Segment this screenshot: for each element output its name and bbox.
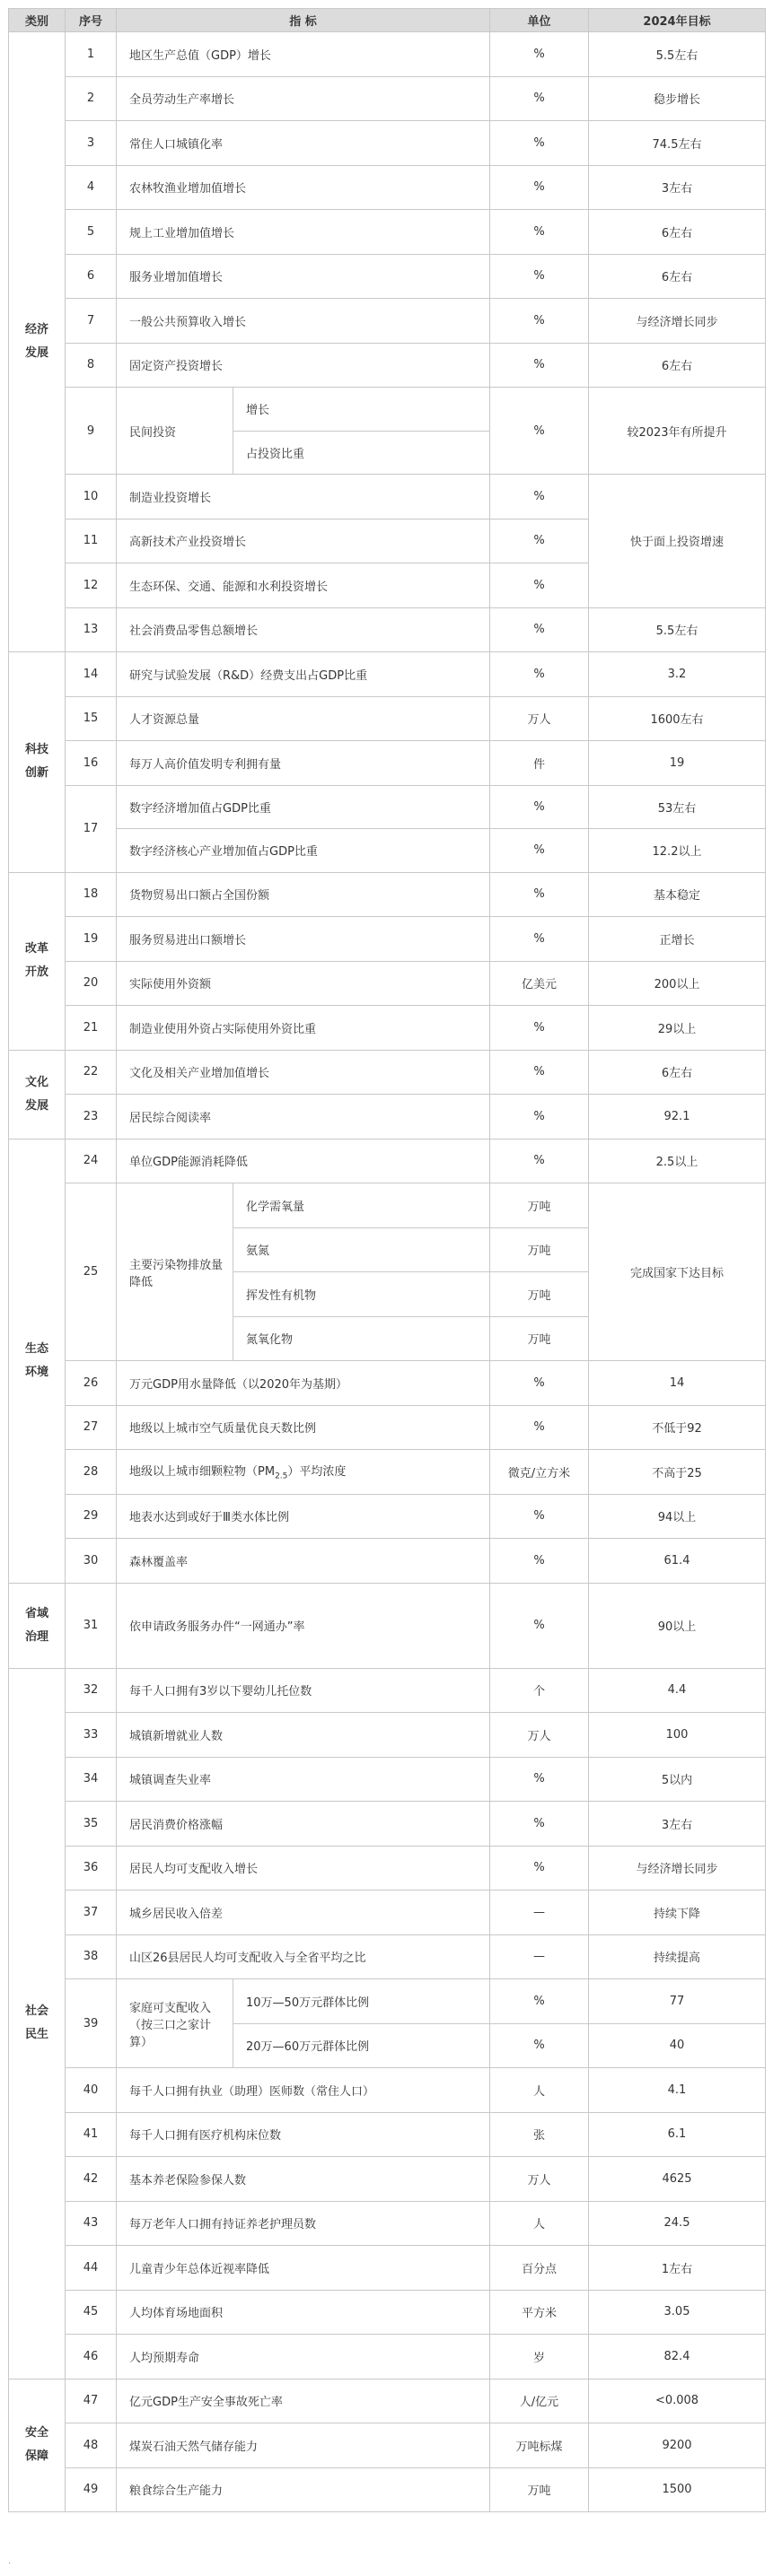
row-number: 32 [66, 1668, 117, 1713]
indicator-name: 每千人口拥有医疗机构床位数 [117, 2112, 490, 2157]
table-row [9, 741, 766, 786]
unit-cell: 岁 [490, 2335, 589, 2380]
target-cell: 4.4 [589, 1668, 766, 1713]
unit-cell: % [490, 1361, 589, 1406]
unit-cell: — [490, 1891, 589, 1935]
unit-cell: % [490, 121, 589, 166]
row-number: 39 [66, 1979, 117, 2068]
target-cell: 与经济增长同步 [589, 299, 766, 344]
sub-indicator: 20万—60万元群体比例 [233, 2023, 490, 2068]
row-number: 2 [66, 76, 117, 121]
table-row [9, 2246, 766, 2291]
indicator-name: 依申请政务服务办件“一网通办”率 [117, 1583, 490, 1668]
unit-cell: % [490, 1802, 589, 1847]
table-row [9, 961, 766, 1006]
table-row [9, 2379, 766, 2423]
unit-cell: % [490, 1050, 589, 1095]
indicator-name: 货物贸易出口额占全国份额 [117, 872, 490, 917]
unit-cell: % [490, 210, 589, 255]
target-cell: 40 [589, 2023, 766, 2068]
indicator-name: 儿童青少年总体近视率降低 [117, 2246, 490, 2291]
indicator-name: 人才资源总量 [117, 696, 490, 741]
unit-cell: % [490, 1539, 589, 1584]
target-cell: 4.1 [589, 2068, 766, 2113]
table-row [9, 829, 766, 873]
row-number: 36 [66, 1846, 117, 1891]
unit-cell: 万吨标煤 [490, 2423, 589, 2468]
unit-cell: % [490, 388, 589, 475]
table-row [9, 2423, 766, 2468]
table-row [9, 1450, 766, 1495]
table-row [9, 1583, 766, 1668]
unit-cell: % [490, 1494, 589, 1539]
row-number: 26 [66, 1361, 117, 1406]
category-culture: 文化 发展 [9, 1050, 66, 1139]
target-cell: 90以上 [589, 1583, 766, 1668]
indicator-name: 农林牧渔业增加值增长 [117, 165, 490, 210]
table-row [9, 2467, 766, 2512]
indicator-name: 地表水达到或好于Ⅲ类水体比例 [117, 1494, 490, 1539]
table-row [9, 1405, 766, 1450]
category-innovation: 科技 创新 [9, 652, 66, 873]
indicator-name: 城镇新增就业人数 [117, 1713, 490, 1758]
row-number: 6 [66, 254, 117, 299]
target-cell: 稳步增长 [589, 76, 766, 121]
indicator-name: 每万人高价值发明专利拥有量 [117, 741, 490, 786]
indicator-name: 基本养老保险参保人数 [117, 2157, 490, 2202]
table-row [9, 607, 766, 652]
indicator-name: 每万老年人口拥有持证养老护理员数 [117, 2201, 490, 2246]
row-number: 3 [66, 121, 117, 166]
indicator-name: 山区26县居民人均可支配收入与全省平均之比 [117, 1934, 490, 1979]
target-cell: 1左右 [589, 2246, 766, 2291]
indicator-name: 单位GDP能源消耗降低 [117, 1139, 490, 1183]
unit-cell: 微克/立方米 [490, 1450, 589, 1495]
target-cell: 6.1 [589, 2112, 766, 2157]
indicator-name: 地级以上城市空气质量优良天数比例 [117, 1405, 490, 1450]
target-cell: 100 [589, 1713, 766, 1758]
table-row [9, 1006, 766, 1051]
row-number: 1 [66, 32, 117, 77]
unit-cell: % [490, 1095, 589, 1140]
target-cell: 5以内 [589, 1757, 766, 1802]
unit-cell: % [490, 254, 589, 299]
indicator-name: 社会消费品零售总额增长 [117, 607, 490, 652]
table-row [9, 1183, 766, 1228]
indicator-name: 每千人口拥有执业（助理）医师数（常住人口） [117, 2068, 490, 2113]
unit-cell: % [490, 1405, 589, 1450]
target-cell: 61.4 [589, 1539, 766, 1584]
unit-cell: % [490, 343, 589, 388]
target-cell: <0.008 [589, 2379, 766, 2423]
header-target: 2024年目标 [589, 9, 766, 32]
table-row [9, 2068, 766, 2113]
target-cell: 与经济增长同步 [589, 1846, 766, 1891]
category-safety: 安全 保障 [9, 2379, 66, 2512]
table-row [9, 1539, 766, 1584]
target-cell: 200以上 [589, 961, 766, 1006]
target-cell: 5.5左右 [589, 32, 766, 77]
indicator-name: 规上工业增加值增长 [117, 210, 490, 255]
unit-cell: 亿美元 [490, 961, 589, 1006]
indicator-name: 亿元GDP生产安全事故死亡率 [117, 2379, 490, 2423]
target-cell: 快于面上投资增速 [589, 475, 766, 608]
table-row [9, 1979, 766, 2024]
row-number: 27 [66, 1405, 117, 1450]
target-cell: 5.5左右 [589, 607, 766, 652]
table-row [9, 165, 766, 210]
category-ecology: 生态 环境 [9, 1139, 66, 1583]
target-cell: 完成国家下达目标 [589, 1183, 766, 1361]
row-number: 43 [66, 2201, 117, 2246]
header-seq: 序号 [66, 9, 117, 32]
table-row [9, 121, 766, 166]
unit-cell: 万人 [490, 1713, 589, 1758]
sub-indicator: 化学需氧量 [233, 1183, 490, 1228]
table-row [9, 1668, 766, 1713]
row-number: 49 [66, 2467, 117, 2512]
target-cell: 74.5左右 [589, 121, 766, 166]
target-cell: 82.4 [589, 2335, 766, 2380]
indicator-name: 粮食综合生产能力 [117, 2467, 490, 2512]
target-cell: 1500 [589, 2467, 766, 2512]
target-cell: 6左右 [589, 210, 766, 255]
row-number: 15 [66, 696, 117, 741]
row-number: 25 [66, 1183, 117, 1361]
row-number: 46 [66, 2335, 117, 2380]
row-number: 5 [66, 210, 117, 255]
table-row [9, 785, 766, 829]
table-row [9, 343, 766, 388]
unit-cell: 平方米 [490, 2290, 589, 2335]
table-row [9, 1095, 766, 1140]
targets-table [8, 8, 766, 2512]
row-number: 13 [66, 607, 117, 652]
table-row [9, 1361, 766, 1406]
indicator-name: 一般公共预算收入增长 [117, 299, 490, 344]
sub-indicator: 挥发性有机物 [233, 1272, 490, 1317]
row-number: 22 [66, 1050, 117, 1095]
indicator-name: 森林覆盖率 [117, 1539, 490, 1584]
unit-cell: 人 [490, 2201, 589, 2246]
indicator-name: 常住人口城镇化率 [117, 121, 490, 166]
indicator-name: 文化及相关产业增加值增长 [117, 1050, 490, 1095]
row-number: 35 [66, 1802, 117, 1847]
row-number: 11 [66, 519, 117, 563]
target-cell: 较2023年有所提升 [589, 388, 766, 475]
unit-cell: 万吨 [490, 1316, 589, 1361]
indicator-name: 居民消费价格涨幅 [117, 1802, 490, 1847]
unit-cell: 万吨 [490, 1183, 589, 1228]
target-cell: 9200 [589, 2423, 766, 2468]
indicator-name: 高新技术产业投资增长 [117, 519, 490, 563]
unit-cell: % [490, 165, 589, 210]
table-row [9, 1494, 766, 1539]
target-cell: 6左右 [589, 254, 766, 299]
target-cell: 12.2以上 [589, 829, 766, 873]
row-number: 18 [66, 872, 117, 917]
target-cell: 77 [589, 1979, 766, 2024]
table-row [9, 1139, 766, 1183]
row-number: 33 [66, 1713, 117, 1758]
target-cell: 92.1 [589, 1095, 766, 1140]
unit-cell: % [490, 76, 589, 121]
table-row [9, 1846, 766, 1891]
indicator-name: 家庭可支配收入（按三口之家计算） [117, 1979, 233, 2068]
target-cell: 3左右 [589, 1802, 766, 1847]
target-cell: 24.5 [589, 2201, 766, 2246]
unit-cell: % [490, 519, 589, 563]
sub-indicator: 增长 [233, 388, 490, 432]
footer-mark: · [8, 2559, 12, 2569]
table-row [9, 1050, 766, 1095]
row-number: 17 [66, 785, 117, 872]
indicator-name: 全员劳动生产率增长 [117, 76, 490, 121]
table-row [9, 872, 766, 917]
table-row [9, 2335, 766, 2380]
unit-cell: 百分点 [490, 2246, 589, 2291]
target-cell: 6左右 [589, 1050, 766, 1095]
unit-cell: % [490, 563, 589, 608]
table-row [9, 32, 766, 77]
target-cell: 1600左右 [589, 696, 766, 741]
header-indicator: 指 标 [117, 9, 490, 32]
table-row [9, 2290, 766, 2335]
row-number: 7 [66, 299, 117, 344]
unit-cell: 件 [490, 741, 589, 786]
table-row [9, 2201, 766, 2246]
indicator-name: 服务贸易进出口额增长 [117, 917, 490, 962]
sub-indicator: 氨氮 [233, 1227, 490, 1272]
unit-cell: % [490, 1139, 589, 1183]
table-row [9, 299, 766, 344]
table-row [9, 2112, 766, 2157]
target-cell: 19 [589, 741, 766, 786]
row-number: 21 [66, 1006, 117, 1051]
row-number: 45 [66, 2290, 117, 2335]
indicator-name: 民间投资 [117, 388, 233, 475]
unit-cell: % [490, 872, 589, 917]
target-cell: 3.05 [589, 2290, 766, 2335]
target-cell: 6左右 [589, 343, 766, 388]
target-cell: 14 [589, 1361, 766, 1406]
indicator-name: 制造业投资增长 [117, 475, 490, 520]
row-number: 23 [66, 1095, 117, 1140]
target-cell: 持续下降 [589, 1891, 766, 1935]
indicator-name: 主要污染物排放量降低 [117, 1183, 233, 1361]
indicator-name: 实际使用外资额 [117, 961, 490, 1006]
row-number: 48 [66, 2423, 117, 2468]
table-row [9, 1891, 766, 1935]
category-livelihood: 社会 民生 [9, 1668, 66, 2379]
row-number: 20 [66, 961, 117, 1006]
unit-cell: % [490, 1979, 589, 2024]
target-cell: 53左右 [589, 785, 766, 829]
table-row [9, 2157, 766, 2202]
indicator-name: 生态环保、交通、能源和水利投资增长 [117, 563, 490, 608]
unit-cell: % [490, 652, 589, 697]
category-economy: 经济 发展 [9, 32, 66, 652]
table-row [9, 1934, 766, 1979]
unit-cell: 个 [490, 1668, 589, 1713]
unit-cell: % [490, 475, 589, 520]
indicator-name: 数字经济增加值占GDP比重 [117, 785, 490, 829]
sub-indicator: 氮氧化物 [233, 1316, 490, 1361]
row-number: 10 [66, 475, 117, 520]
unit-cell: 万吨 [490, 1272, 589, 1317]
target-cell: 3左右 [589, 165, 766, 210]
unit-cell: % [490, 32, 589, 77]
table-row [9, 696, 766, 741]
unit-cell: — [490, 1934, 589, 1979]
row-number: 14 [66, 652, 117, 697]
unit-cell: % [490, 299, 589, 344]
sub-indicator: 占投资比重 [233, 431, 490, 475]
indicator-name: 人均体育场地面积 [117, 2290, 490, 2335]
sub-indicator: 10万—50万元群体比例 [233, 1979, 490, 2024]
indicator-name: 地区生产总值（GDP）增长 [117, 32, 490, 77]
indicator-name: 地级以上城市细颗粒物$(PM_{2.5})$平均浓度 [117, 1450, 490, 1495]
row-number: 4 [66, 165, 117, 210]
indicator-name: 数字经济核心产业增加值占GDP比重 [117, 829, 490, 873]
unit-cell: % [490, 607, 589, 652]
indicator-name: 服务业增加值增长 [117, 254, 490, 299]
target-cell: 2.5以上 [589, 1139, 766, 1183]
unit-cell: 万人 [490, 696, 589, 741]
indicator-name: 居民综合阅读率 [117, 1095, 490, 1140]
row-number: 31 [66, 1583, 117, 1668]
row-number: 29 [66, 1494, 117, 1539]
header-category: 类别 [9, 9, 66, 32]
row-number: 9 [66, 388, 117, 475]
table-row [9, 76, 766, 121]
indicator-name: 研究与试验发展（R&D）经费支出占GDP比重 [117, 652, 490, 697]
target-cell: 正增长 [589, 917, 766, 962]
table-row [9, 210, 766, 255]
unit-cell: % [490, 1006, 589, 1051]
unit-cell: 人 [490, 2068, 589, 2113]
unit-cell: 万吨 [490, 1227, 589, 1272]
unit-cell: 人/亿元 [490, 2379, 589, 2423]
indicator-name: 固定资产投资增长 [117, 343, 490, 388]
row-number: 24 [66, 1139, 117, 1183]
indicator-name: 人均预期寿命 [117, 2335, 490, 2380]
target-cell: 基本稳定 [589, 872, 766, 917]
target-cell: 持续提高 [589, 1934, 766, 1979]
row-number: 42 [66, 2157, 117, 2202]
table-row [9, 475, 766, 520]
table-row [9, 1713, 766, 1758]
table-row [9, 254, 766, 299]
unit-cell: % [490, 1846, 589, 1891]
table-row [9, 1802, 766, 1847]
row-number: 12 [66, 563, 117, 608]
table-row [9, 388, 766, 432]
target-cell: 不高于25 [589, 1450, 766, 1495]
header-unit: 单位 [490, 9, 589, 32]
unit-cell: % [490, 2023, 589, 2068]
row-number: 38 [66, 1934, 117, 1979]
indicator-name: 万元GDP用水量降低（以2020年为基期） [117, 1361, 490, 1406]
target-cell: 3.2 [589, 652, 766, 697]
indicator-name: 煤炭石油天然气储存能力 [117, 2423, 490, 2468]
row-number: 30 [66, 1539, 117, 1584]
unit-cell: % [490, 1583, 589, 1668]
row-number: 41 [66, 2112, 117, 2157]
row-number: 40 [66, 2068, 117, 2113]
table-row [9, 1757, 766, 1802]
indicator-name: 城乡居民收入倍差 [117, 1891, 490, 1935]
row-number: 44 [66, 2246, 117, 2291]
indicator-name: 居民人均可支配收入增长 [117, 1846, 490, 1891]
row-number: 19 [66, 917, 117, 962]
unit-cell: % [490, 917, 589, 962]
row-number: 34 [66, 1757, 117, 1802]
target-cell: 94以上 [589, 1494, 766, 1539]
unit-cell: % [490, 1757, 589, 1802]
row-number: 8 [66, 343, 117, 388]
row-number: 37 [66, 1891, 117, 1935]
row-number: 16 [66, 741, 117, 786]
indicator-name: 城镇调查失业率 [117, 1757, 490, 1802]
indicator-name: 每千人口拥有3岁以下婴幼儿托位数 [117, 1668, 490, 1713]
target-cell: 不低于92 [589, 1405, 766, 1450]
unit-cell: % [490, 785, 589, 829]
table-row [9, 917, 766, 962]
table-row [9, 652, 766, 697]
target-cell: 29以上 [589, 1006, 766, 1051]
unit-cell: 万吨 [490, 2467, 589, 2512]
indicator-name: 制造业使用外资占实际使用外资比重 [117, 1006, 490, 1051]
unit-cell: 万人 [490, 2157, 589, 2202]
category-governance: 省域 治理 [9, 1583, 66, 1668]
row-number: 28 [66, 1450, 117, 1495]
category-reform: 改革 开放 [9, 872, 66, 1050]
unit-cell: 张 [490, 2112, 589, 2157]
row-number: 47 [66, 2379, 117, 2423]
target-cell: 4625 [589, 2157, 766, 2202]
unit-cell: % [490, 829, 589, 873]
header-row [9, 9, 766, 32]
